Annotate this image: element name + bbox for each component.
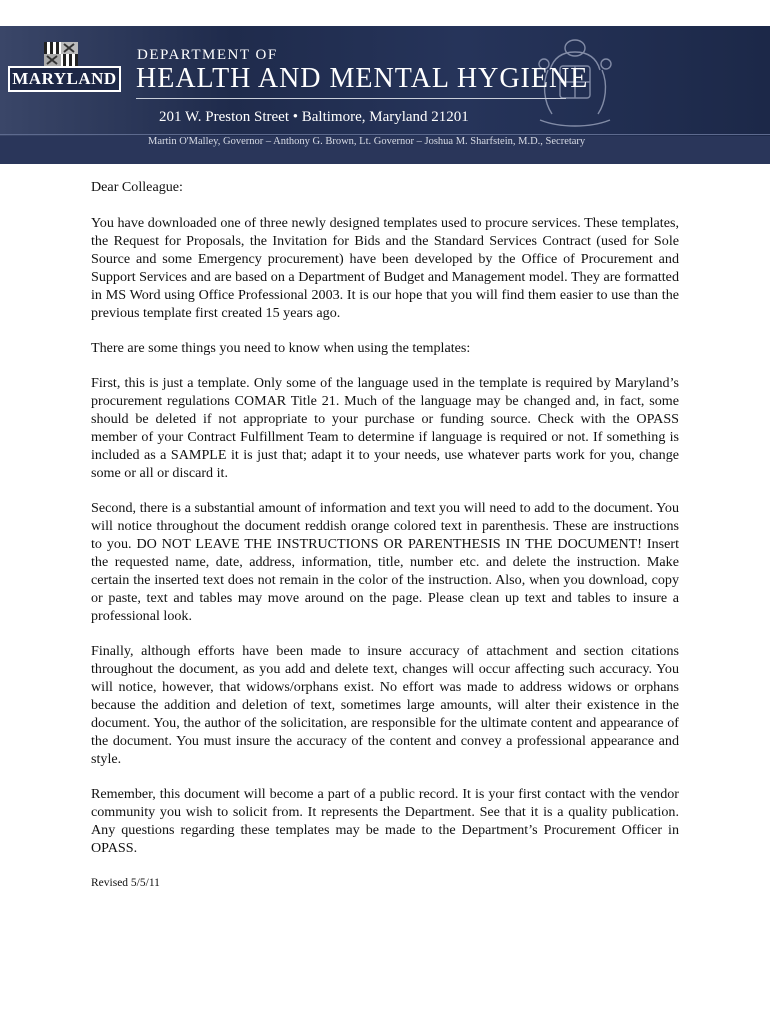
department-rule xyxy=(136,98,566,99)
paragraph-remember: Remember, this document will become a part of a public record. It is your first contact with the vendor community you wish to solicit from. It represents the Department. See that it is a quality publication. Any questions regarding these templates may be made to the Department’s Procurement Officer in OPASS. xyxy=(91,786,679,856)
paragraph-second: Second, there is a substantial amount of information and text you will need to add to the document. You will notice throughout the document reddish orange colored text in parenthesis. These are instructions to you. DO NOT LEAVE THE INSTRUCTIONS OR PARENTHESIS IN THE DOCUMENT! Insert the requested name, date, address, information, title, number etc. and delete the instruction. Make certain the inserted text does not remain in the color of the instruction. Also, when you download, copy or paste, text and tables may move around on the page. Please clean up text and tables to insure a professional look. xyxy=(91,500,679,624)
paragraph-first: First, this is just a template. Only some of the language used in the template is required by Maryland’s procurement regulations COMAR Title 21. Much of the language may be changed and, in fact, some should be deleted if not appropriate to your purchase or funding source. Check with the OPASS member of your Contract Fulfillment Team to determine if language is required or not. If something is included as a SAMPLE it is just that; adapt it to your needs, use whatever parts work for you, change some or all or discard it. xyxy=(91,375,679,481)
paragraph-intro: You have downloaded one of three newly designed templates used to procure services. These templates, the Request for Proposals, the Invitation for Bids and the Standard Services Contract (used for Sole Source and some Emergency procurement) have been developed by the Office of Procurement and Support Services and are based on a Department of Budget and Management model. They are formatted in MS Word using Office Professional 2003. It is our hope that you will find them easier to use than the previous template first created 15 years ago. xyxy=(91,215,679,321)
logo-text: MARYLAND xyxy=(12,69,117,88)
department-of-label: DEPARTMENT OF xyxy=(137,47,278,63)
department-name: HEALTH AND MENTAL HYGIENE xyxy=(136,63,589,94)
salutation: Dear Colleague: xyxy=(91,179,183,195)
revised-date: Revised 5/5/11 xyxy=(91,877,160,889)
department-address: 201 W. Preston Street • Baltimore, Maryland 21201 xyxy=(159,109,469,125)
letterhead-divider xyxy=(0,134,770,135)
maryland-logo xyxy=(8,66,121,92)
paragraph-things-to-know: There are some things you need to know when using the templates: xyxy=(91,340,471,356)
paragraph-finally: Finally, although efforts have been made to insure accuracy of attachment and section citations throughout the document, as you add and delete text, changes will occur affecting such accuracy. You will notice, however, that widows/orphans exist. No effort was made to address widows or orphans because the addition and deletion of text, sometimes large amounts, will alter their existence in the document. You, the author of the solicitation, are responsible for the ultimate content and appearance of the document. You must insure the accuracy of the content and convey a professional appearance and style. xyxy=(91,643,679,767)
maryland-flag-icon xyxy=(44,42,78,66)
officials-line: Martin O'Malley, Governor – Anthony G. Brown, Lt. Governor – Joshua M. Sharfstein, M.D., Secretary xyxy=(148,136,586,147)
letter-body xyxy=(91,178,679,909)
